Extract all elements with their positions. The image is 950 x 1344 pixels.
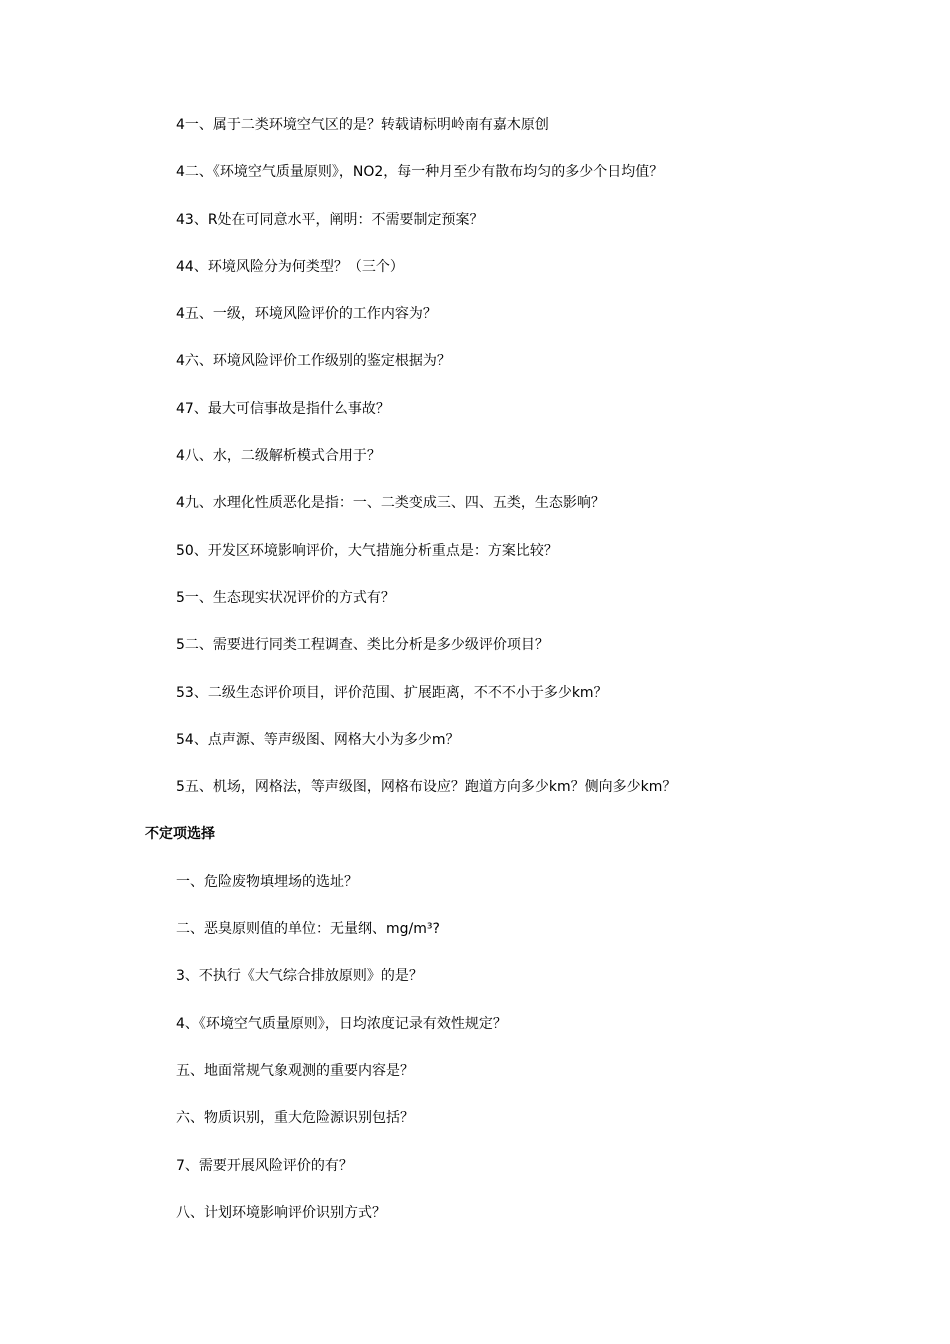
- question-item: 54、点声源、等声级图、网格大小为多少m？: [176, 731, 460, 748]
- question-item: 3、不执行《大气综合排放原则》的是？: [176, 968, 423, 985]
- question-item: 4五、一级，环境风险评价的工作内容为？: [176, 306, 437, 323]
- question-item: 5一、生态现实状况评价的方式有？: [176, 589, 395, 606]
- question-item: 43、R处在可同意水平，阐明：不需要制定预案？: [176, 211, 484, 228]
- question-item: 八、计划环境影响评价识别方式？: [176, 1204, 386, 1221]
- question-item: 五、地面常规气象观测的重要内容是？: [176, 1062, 414, 1079]
- question-item: 7、需要开展风险评价的有？: [176, 1157, 353, 1174]
- question-item: 4一、属于二类环境空气区的是？转载请标明岭南有嘉木原创: [176, 117, 549, 133]
- question-item: 二、恶臭原则值的单位：无量纲、mg/m³?: [176, 921, 440, 938]
- question-item: 一、危险废物填埋场的选址？: [176, 873, 358, 890]
- question-item: 4二、《环境空气质量原则》，NO2，每一种月至少有散布均匀的多少个日均值？: [176, 164, 664, 181]
- question-item: 4、《环境空气质量原则》，日均浓度记录有效性规定？: [176, 1015, 507, 1032]
- question-item: 5五、机场，网格法，等声级图，网格布设应？跑道方向多少km？侧向多少km？: [176, 779, 677, 796]
- document-body: [0, 113, 950, 1248]
- question-item: 4九、水理化性质恶化是指：一、二类变成三、四、五类，生态影响？: [176, 495, 605, 512]
- question-item: 4八、水，二级解析模式合用于？: [176, 448, 381, 465]
- section-heading: 不定项选择: [145, 826, 215, 843]
- question-item: 六、物质识别，重大危险源识别包括？: [176, 1110, 414, 1127]
- question-item: 5二、需要进行同类工程调查、类比分析是多少级评价项目？: [176, 637, 549, 654]
- question-item: 4六、环境风险评价工作级别的鉴定根据为？: [176, 353, 451, 370]
- question-item: 44、环境风险分为何类型？（三个）: [176, 258, 404, 275]
- question-item: 50、开发区环境影响评价，大气措施分析重点是：方案比较？: [176, 542, 558, 559]
- question-item: 53、二级生态评价项目，评价范围、扩展距离，不不不小于多少km？: [176, 684, 608, 701]
- question-item: 47、最大可信事故是指什么事故？: [176, 400, 390, 417]
